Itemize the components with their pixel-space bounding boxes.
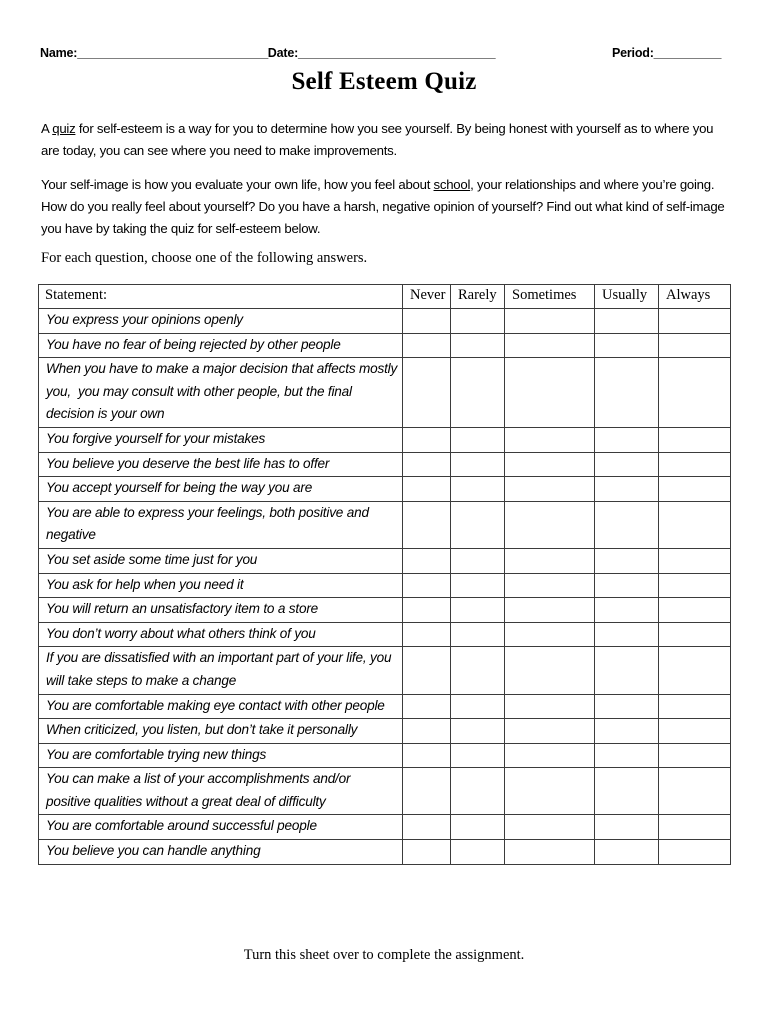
answer-cell-never[interactable]: [403, 573, 451, 598]
answer-cell-sometimes[interactable]: [505, 333, 595, 358]
table-row: [39, 358, 731, 428]
answer-cell-rarely[interactable]: [451, 840, 505, 865]
answer-cell-usually[interactable]: [595, 768, 659, 815]
statement-cell: You believe you deserve the best life has to offer: [39, 452, 403, 477]
table-row: [39, 622, 731, 647]
answer-cell-usually[interactable]: [595, 719, 659, 744]
statement-cell: If you are dissatisfied with an important part of your life, you will take steps to make a change: [39, 647, 403, 694]
paragraph-2-text-before: Your self-image is how you evaluate your own life, how you feel about: [41, 177, 434, 192]
answer-cell-always[interactable]: [659, 477, 731, 502]
instruction-text: For each question, choose one of the following answers.: [41, 250, 368, 266]
answer-cell-never[interactable]: [403, 694, 451, 719]
answer-cell-never[interactable]: [403, 309, 451, 334]
column-header-always: Always: [659, 285, 731, 309]
table-header-row: [39, 285, 731, 309]
answer-cell-sometimes[interactable]: [505, 743, 595, 768]
paragraph-1-text-after: for self-esteem is a way for you to determine how you see yourself. By being honest with yourself as to where you are today, you can see where you need to make improvements.: [41, 121, 714, 158]
answer-cell-always[interactable]: [659, 840, 731, 865]
table-row: [39, 647, 731, 694]
answer-cell-rarely[interactable]: [451, 647, 505, 694]
answer-cell-always[interactable]: [659, 768, 731, 815]
quiz-table-container: [38, 284, 730, 865]
answer-cell-never[interactable]: [403, 647, 451, 694]
answer-cell-never[interactable]: [403, 743, 451, 768]
statement-cell: You can make a list of your accomplishments and/or positive qualities without a great deal of difficulty: [39, 768, 403, 815]
statement-cell: You are able to express your feelings, both positive and negative: [39, 501, 403, 548]
answer-cell-never[interactable]: [403, 815, 451, 840]
answer-cell-always[interactable]: [659, 548, 731, 573]
answer-cell-rarely[interactable]: [451, 333, 505, 358]
answer-cell-always[interactable]: [659, 743, 731, 768]
table-row: [39, 573, 731, 598]
table-row: [39, 477, 731, 502]
answer-cell-always[interactable]: [659, 333, 731, 358]
table-row: [39, 427, 731, 452]
answer-cell-sometimes[interactable]: [505, 694, 595, 719]
answer-cell-sometimes[interactable]: [505, 622, 595, 647]
answer-cell-always[interactable]: [659, 719, 731, 744]
statement-cell: You are comfortable around successful people: [39, 815, 403, 840]
answer-cell-usually[interactable]: [595, 452, 659, 477]
date-label: Date:: [267, 46, 299, 60]
answer-cell-always[interactable]: [659, 598, 731, 623]
answer-cell-always[interactable]: [659, 358, 731, 428]
answer-cell-never[interactable]: [403, 598, 451, 623]
intro-paragraph-2: [41, 174, 733, 240]
answer-cell-never[interactable]: [403, 840, 451, 865]
answer-cell-usually[interactable]: [595, 622, 659, 647]
answer-cell-usually[interactable]: [595, 647, 659, 694]
table-row: [39, 501, 731, 548]
answer-cell-never[interactable]: [403, 548, 451, 573]
statement-cell: You don’t worry about what others think of you: [39, 622, 403, 647]
page-title: Self Esteem Quiz: [291, 68, 477, 95]
table-row: [39, 743, 731, 768]
answer-cell-rarely[interactable]: [451, 358, 505, 428]
statement-cell: You are comfortable trying new things: [39, 743, 403, 768]
answer-cell-always[interactable]: [659, 452, 731, 477]
table-row: [39, 309, 731, 334]
answer-cell-usually[interactable]: [595, 573, 659, 598]
column-header-statement: Statement:: [39, 285, 403, 309]
date-blank[interactable]: _______________________________: [298, 46, 495, 60]
answer-cell-rarely[interactable]: [451, 309, 505, 334]
answer-cell-sometimes[interactable]: [505, 647, 595, 694]
answer-cell-rarely[interactable]: [451, 573, 505, 598]
answer-cell-rarely[interactable]: [451, 501, 505, 548]
answer-cell-never[interactable]: [403, 719, 451, 744]
table-row: [39, 548, 731, 573]
paragraph-1-text-before: A: [41, 121, 53, 136]
column-header-never: Never: [403, 285, 451, 309]
answer-cell-usually[interactable]: [595, 743, 659, 768]
answer-cell-never[interactable]: [403, 477, 451, 502]
answer-cell-usually[interactable]: [595, 598, 659, 623]
answer-cell-sometimes[interactable]: [505, 840, 595, 865]
quiz-table-body: [39, 309, 731, 865]
answer-cell-always[interactable]: [659, 573, 731, 598]
statement-cell: You set aside some time just for you: [39, 548, 403, 573]
answer-cell-always[interactable]: [659, 647, 731, 694]
answer-cell-never[interactable]: [403, 427, 451, 452]
answer-cell-sometimes[interactable]: [505, 358, 595, 428]
answer-cell-always[interactable]: [659, 309, 731, 334]
statement-cell: You accept yourself for being the way you are: [39, 477, 403, 502]
answer-cell-usually[interactable]: [595, 309, 659, 334]
table-row: [39, 840, 731, 865]
statement-cell: When you have to make a major decision that affects mostly you, you may consult with other people, but the final decision is your own: [39, 358, 403, 428]
answer-cell-sometimes[interactable]: [505, 598, 595, 623]
answer-cell-always[interactable]: [659, 427, 731, 452]
answer-cell-never[interactable]: [403, 501, 451, 548]
statement-cell: You forgive yourself for your mistakes: [39, 427, 403, 452]
answer-cell-always[interactable]: [659, 815, 731, 840]
table-row: [39, 694, 731, 719]
answer-cell-never[interactable]: [403, 452, 451, 477]
answer-cell-sometimes[interactable]: [505, 573, 595, 598]
name-label: Name:: [40, 46, 78, 60]
statement-cell: You are comfortable making eye contact with other people: [39, 694, 403, 719]
quiz-link[interactable]: quiz: [52, 121, 76, 136]
period-group: [612, 44, 721, 62]
statement-cell: You believe you can handle anything: [39, 840, 403, 865]
answer-cell-never[interactable]: [403, 333, 451, 358]
answer-cell-never[interactable]: [403, 622, 451, 647]
answer-cell-rarely[interactable]: [451, 768, 505, 815]
period-blank[interactable]: __________: [653, 46, 722, 60]
answer-cell-usually[interactable]: [595, 427, 659, 452]
name-blank[interactable]: ______________________________: [77, 46, 268, 60]
table-row: [39, 768, 731, 815]
answer-cell-sometimes[interactable]: [505, 719, 595, 744]
answer-cell-sometimes[interactable]: [505, 427, 595, 452]
answer-cell-sometimes[interactable]: [505, 309, 595, 334]
answer-cell-sometimes[interactable]: [505, 452, 595, 477]
table-row: [39, 452, 731, 477]
statement-cell: You will return an unsatisfactory item to a store: [39, 598, 403, 623]
column-header-usually: Usually: [595, 285, 659, 309]
answer-cell-rarely[interactable]: [451, 743, 505, 768]
answer-cell-rarely[interactable]: [451, 548, 505, 573]
answer-cell-rarely[interactable]: [451, 694, 505, 719]
answer-cell-usually[interactable]: [595, 548, 659, 573]
answer-cell-sometimes[interactable]: [505, 501, 595, 548]
column-header-sometimes: Sometimes: [505, 285, 595, 309]
table-row: [39, 333, 731, 358]
answer-cell-rarely[interactable]: [451, 477, 505, 502]
table-row: [39, 815, 731, 840]
answer-cell-sometimes[interactable]: [505, 477, 595, 502]
answer-cell-always[interactable]: [659, 501, 731, 548]
table-row: [39, 719, 731, 744]
answer-cell-rarely[interactable]: [451, 452, 505, 477]
school-link[interactable]: school: [433, 177, 471, 192]
answer-cell-usually[interactable]: [595, 501, 659, 548]
statement-cell: You ask for help when you need it: [39, 573, 403, 598]
answer-cell-usually[interactable]: [595, 333, 659, 358]
answer-cell-always[interactable]: [659, 622, 731, 647]
answer-cell-always[interactable]: [659, 694, 731, 719]
answer-cell-usually[interactable]: [595, 358, 659, 428]
table-row: [39, 598, 731, 623]
answer-cell-never[interactable]: [403, 768, 451, 815]
intro-paragraph-1: [41, 118, 733, 162]
statement-cell: When criticized, you listen, but don’t take it personally: [39, 719, 403, 744]
answer-cell-rarely[interactable]: [451, 815, 505, 840]
answer-cell-rarely[interactable]: [451, 598, 505, 623]
answer-cell-rarely[interactable]: [451, 719, 505, 744]
answer-cell-sometimes[interactable]: [505, 548, 595, 573]
column-header-rarely: Rarely: [451, 285, 505, 309]
answer-cell-sometimes[interactable]: [505, 768, 595, 815]
answer-cell-usually[interactable]: [595, 477, 659, 502]
statement-cell: You express your opinions openly: [39, 309, 403, 334]
paragraph-2-text-after: , your relationships and where you’re going. How do you really feel about yourself? Do you have a harsh, negative opinion of yourself? Find out what kind of self-image you have by taking the quiz for self-esteem below.: [41, 177, 725, 236]
period-label: Period:: [612, 46, 654, 60]
answer-cell-rarely[interactable]: [451, 622, 505, 647]
answer-cell-sometimes[interactable]: [505, 815, 595, 840]
statement-cell: You have no fear of being rejected by other people: [39, 333, 403, 358]
answer-cell-never[interactable]: [403, 358, 451, 428]
answer-cell-usually[interactable]: [595, 840, 659, 865]
quiz-table: [38, 284, 731, 865]
answer-cell-usually[interactable]: [595, 694, 659, 719]
answer-cell-usually[interactable]: [595, 815, 659, 840]
answer-cell-rarely[interactable]: [451, 427, 505, 452]
footer-note: Turn this sheet over to complete the assignment.: [243, 947, 525, 963]
